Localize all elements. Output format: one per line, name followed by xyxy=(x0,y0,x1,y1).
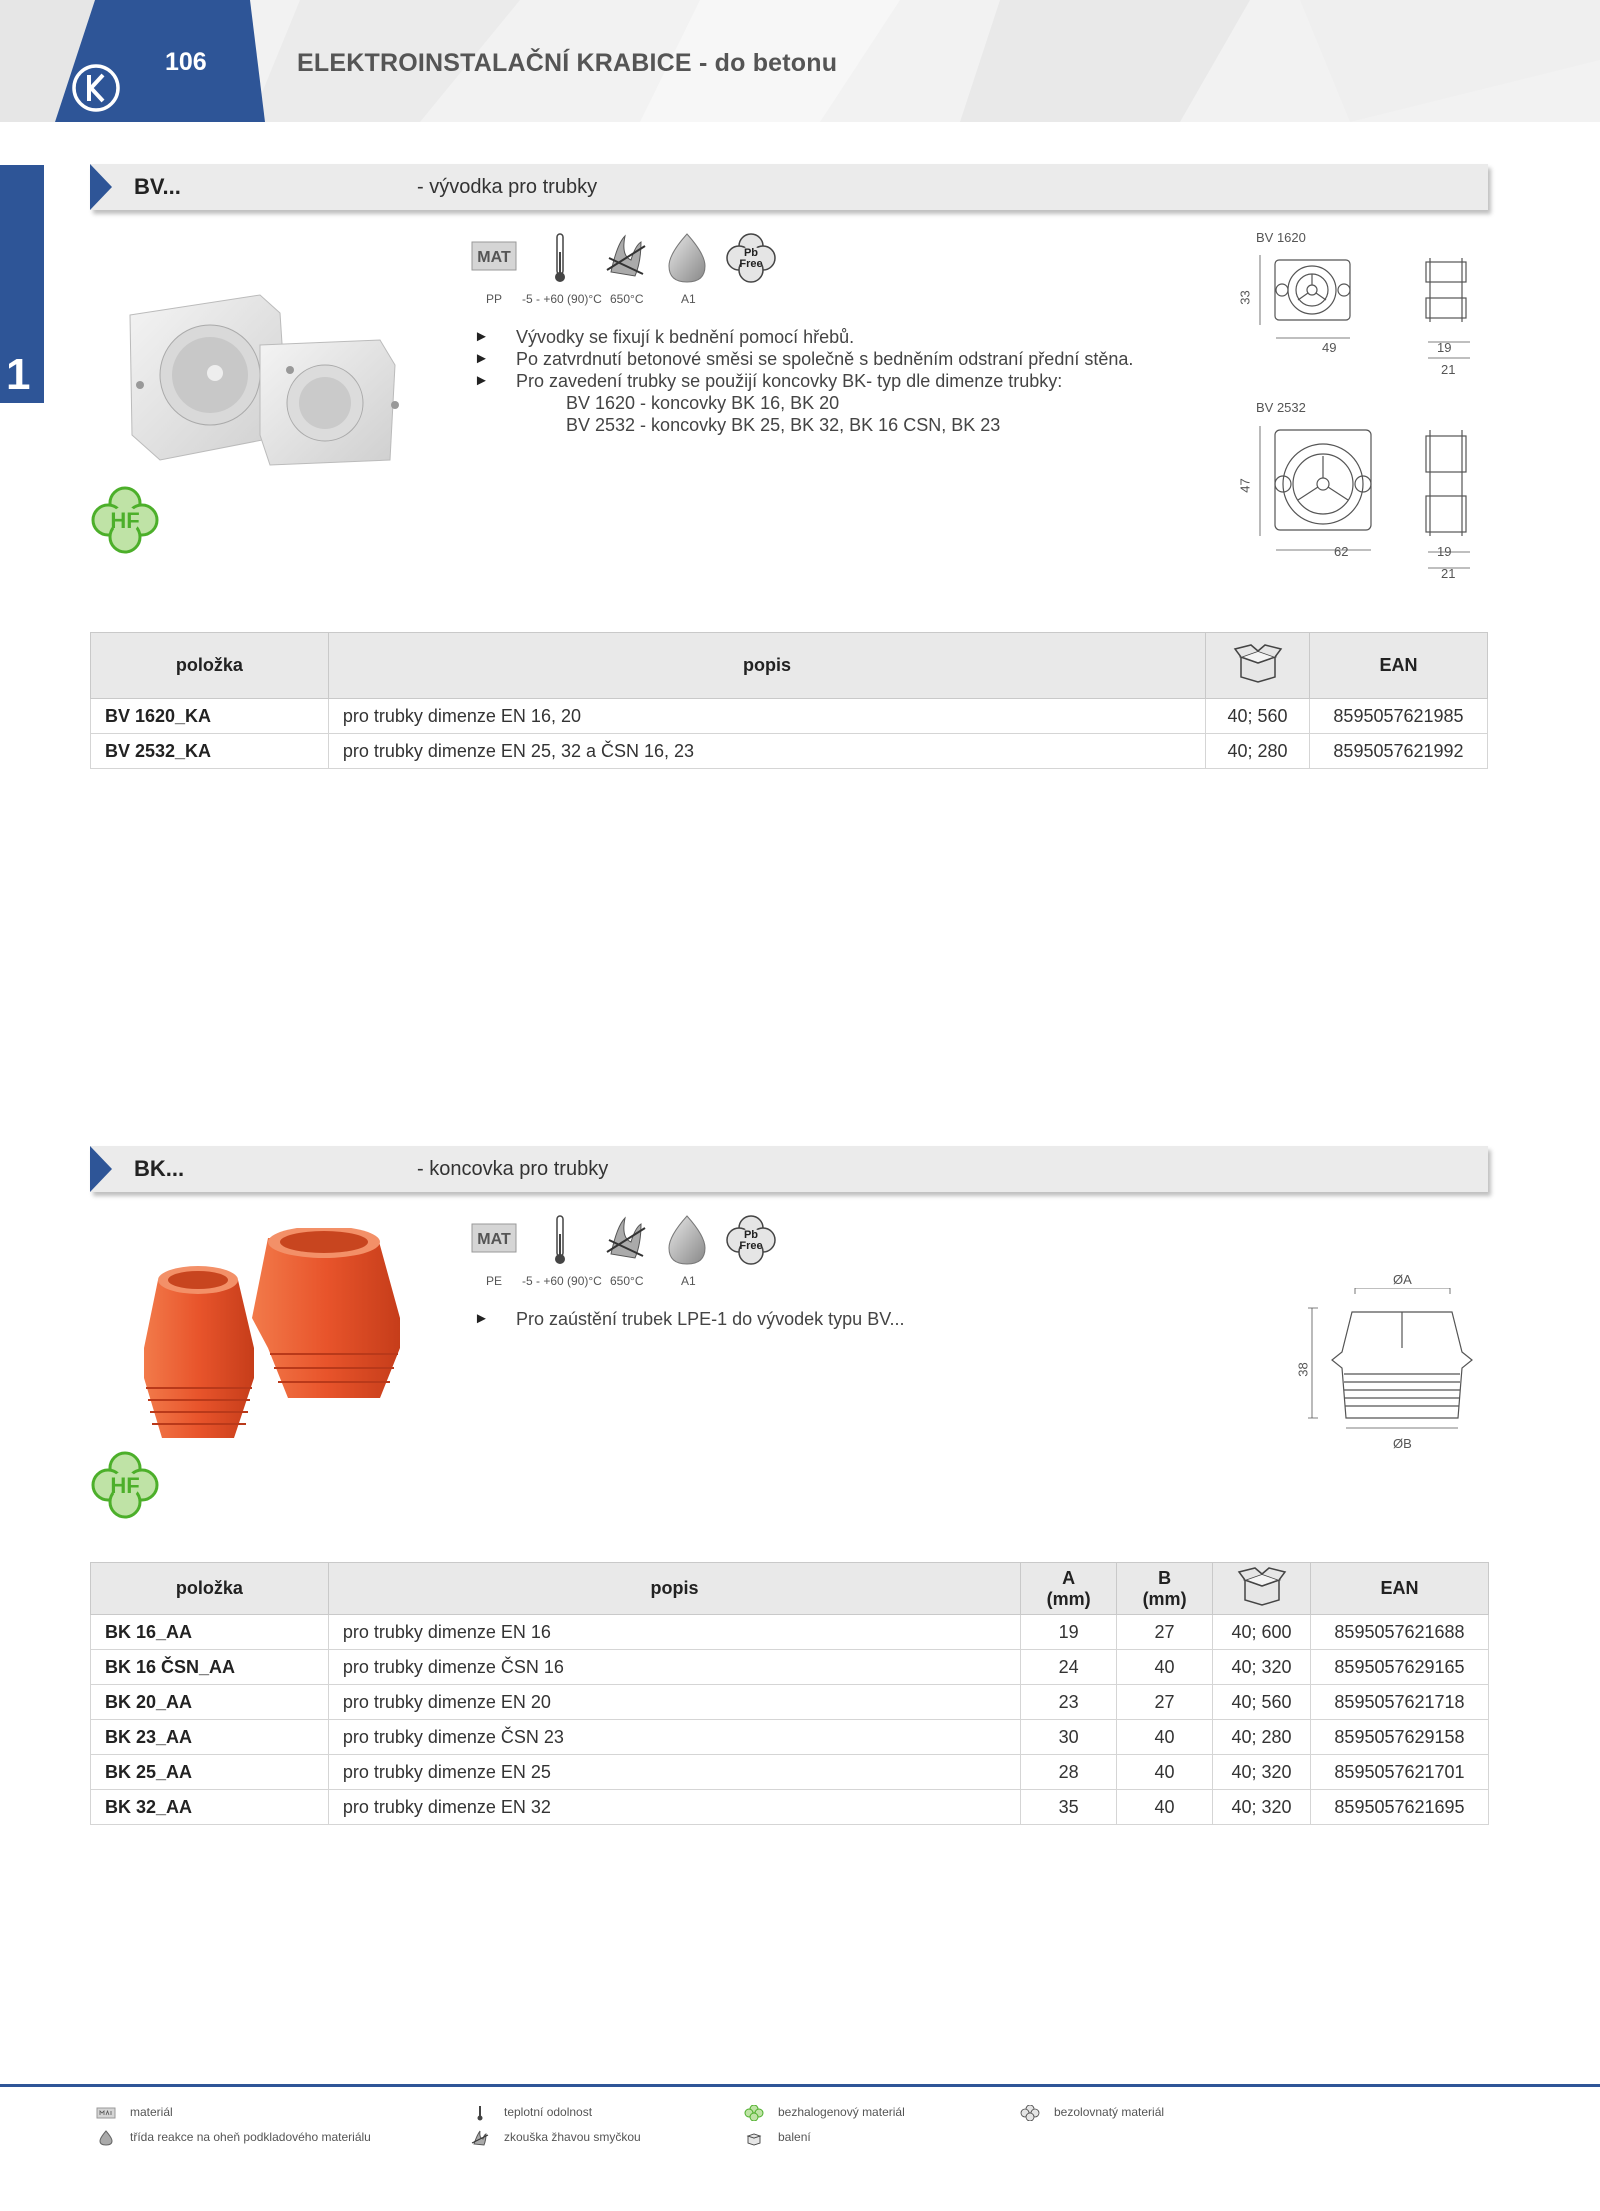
item-description: pro trubky dimenze EN 25, 32 a ČSN 16, 23 xyxy=(328,734,1205,769)
item-packaging: 40; 280 xyxy=(1206,734,1310,769)
column-header-item: položka xyxy=(91,1563,329,1615)
bv-bullets xyxy=(474,326,1133,436)
hf-icon xyxy=(744,2105,764,2121)
table-row xyxy=(91,1720,1489,1755)
legend-label: bezhalogenový materiál xyxy=(778,2105,905,2120)
pb-free-icon xyxy=(1020,2105,1040,2121)
flame-icon xyxy=(665,232,709,284)
column-header-description: popis xyxy=(328,1563,1020,1615)
table-row xyxy=(91,1790,1489,1825)
box-icon xyxy=(1237,1566,1287,1606)
item-description: pro trubky dimenze EN 20 xyxy=(328,1685,1020,1720)
property-icons-bk xyxy=(470,1214,780,1266)
section-code: BK... xyxy=(134,1156,185,1181)
section-description: - koncovka pro trubky xyxy=(417,1158,609,1180)
mat-icon xyxy=(470,1214,518,1266)
legend-item xyxy=(470,2105,592,2121)
property-icons-bv xyxy=(470,232,780,284)
bk-product-table xyxy=(90,1562,1489,1825)
item-packaging: 40; 600 xyxy=(1213,1615,1311,1650)
table-row xyxy=(91,1685,1489,1720)
legend-item xyxy=(96,2105,173,2121)
item-code: BK 16_AA xyxy=(91,1615,329,1650)
bullet-item: ► Pro zaústění trubek LPE-1 do vývodek typu BV... xyxy=(474,1308,905,1330)
fire-class-value: A1 xyxy=(681,292,696,306)
legend-label: bezolovnatý materiál xyxy=(1054,2105,1165,2120)
item-ean: 8595057621992 xyxy=(1310,734,1488,769)
section-header-bv xyxy=(90,164,1488,210)
bv-product-photo xyxy=(110,285,410,470)
pb-free-icon xyxy=(725,232,777,284)
item-description: pro trubky dimenze EN 32 xyxy=(328,1790,1020,1825)
header-b-label: B xyxy=(1158,1567,1172,1588)
item-dim-a: 28 xyxy=(1021,1755,1117,1790)
bullet-item: ► Vývodky se fixují k bednění pomocí hřebů. xyxy=(474,326,1133,348)
item-dim-b: 40 xyxy=(1117,1755,1213,1790)
flame-icon xyxy=(665,1214,709,1266)
item-description: pro trubky dimenze EN 25 xyxy=(328,1755,1020,1790)
item-code: BK 25_AA xyxy=(91,1755,329,1790)
hf-badge-icon xyxy=(90,485,160,555)
column-header-item: položka xyxy=(91,633,329,699)
section-code: BV... xyxy=(134,174,181,199)
item-dim-b: 40 xyxy=(1117,1650,1213,1685)
hf-label: HF xyxy=(110,1473,140,1498)
dimension-width: 62 xyxy=(1334,544,1349,559)
item-dim-a: 23 xyxy=(1021,1685,1117,1720)
header-a-label: A xyxy=(1062,1567,1076,1588)
svg-text:Pb: Pb xyxy=(743,1229,759,1241)
item-dim-b: 27 xyxy=(1117,1685,1213,1720)
glow-wire-icon xyxy=(470,2130,490,2146)
item-dim-a: 30 xyxy=(1021,1720,1117,1755)
table-row xyxy=(91,699,1488,734)
item-packaging: 40; 560 xyxy=(1206,699,1310,734)
glow-wire-icon xyxy=(605,232,647,284)
item-code: BK 32_AA xyxy=(91,1790,329,1825)
section-arrow-icon xyxy=(90,1146,112,1192)
dimension-top-diameter: ØA xyxy=(1393,1272,1412,1287)
company-logo-icon xyxy=(70,62,122,114)
dimension-depth-total: 21 xyxy=(1441,362,1456,377)
item-code: BK 20_AA xyxy=(91,1685,329,1720)
chapter-number: 1 xyxy=(6,350,31,399)
header-a-unit: (mm) xyxy=(1046,1588,1091,1609)
bv-product-table xyxy=(90,632,1488,769)
dimension-height: 33 xyxy=(1237,290,1253,305)
section-header-bk xyxy=(90,1146,1488,1192)
drawing-title: BV 1620 xyxy=(1256,230,1306,245)
bullet-item: ► Po zatvrdnutí betonové směsi se společně s bedněním odstraní přední stěna. xyxy=(474,348,1133,370)
fire-class-value: A1 xyxy=(681,1274,696,1288)
item-code: BK 16 ČSN_AA xyxy=(91,1650,329,1685)
dimension-depth: 19 xyxy=(1437,340,1452,355)
glow-wire-value: 650°C xyxy=(610,292,644,306)
item-packaging: 40; 320 xyxy=(1213,1790,1311,1825)
item-code: BV 2532_KA xyxy=(91,734,329,769)
mat-icon xyxy=(96,2105,116,2121)
item-dim-b: 27 xyxy=(1117,1615,1213,1650)
hf-label: HF xyxy=(110,508,140,533)
legend-item xyxy=(1020,2105,1164,2121)
box-icon xyxy=(744,2130,764,2146)
column-header-packaging xyxy=(1213,1563,1311,1615)
legend-item xyxy=(744,2105,905,2121)
item-dim-b: 40 xyxy=(1117,1720,1213,1755)
item-ean: 8595057621695 xyxy=(1310,1790,1488,1825)
item-ean: 8595057621985 xyxy=(1310,699,1488,734)
item-dim-b: 40 xyxy=(1117,1790,1213,1825)
mat-icon xyxy=(470,232,518,284)
item-ean: 8595057621701 xyxy=(1310,1755,1488,1790)
flame-icon xyxy=(96,2130,116,2146)
legend-item xyxy=(96,2130,371,2146)
column-header-b xyxy=(1117,1563,1213,1615)
box-icon xyxy=(1233,643,1283,683)
dimension-depth: 19 xyxy=(1437,544,1452,559)
page-number: 106 xyxy=(165,48,207,76)
item-description: pro trubky dimenze ČSN 23 xyxy=(328,1720,1020,1755)
dimension-height: 47 xyxy=(1237,478,1253,493)
table-row xyxy=(91,1755,1489,1790)
item-dim-a: 19 xyxy=(1021,1615,1117,1650)
item-ean: 8595057629158 xyxy=(1310,1720,1488,1755)
pb-free-icon xyxy=(725,1214,777,1266)
item-code: BK 23_AA xyxy=(91,1720,329,1755)
item-description: pro trubky dimenze EN 16 xyxy=(328,1615,1020,1650)
column-header-a xyxy=(1021,1563,1117,1615)
legend-label: zkouška žhavou smyčkou xyxy=(504,2130,641,2145)
svg-text:Pb: Pb xyxy=(743,247,759,259)
svg-text:Free: Free xyxy=(739,258,763,270)
item-code: BV 1620_KA xyxy=(91,699,329,734)
temperature-value: -5 - +60 (90)°C xyxy=(522,292,602,306)
item-ean: 8595057621688 xyxy=(1310,1615,1488,1650)
bk-product-photo xyxy=(128,1228,418,1443)
bk-bullets xyxy=(474,1308,905,1330)
column-header-ean: EAN xyxy=(1310,633,1488,699)
header-b-unit: (mm) xyxy=(1142,1588,1187,1609)
item-description: pro trubky dimenze ČSN 16 xyxy=(328,1650,1020,1685)
section-arrow-icon xyxy=(90,164,112,210)
sub-bullet-item: BV 1620 - koncovky BK 16, BK 20 xyxy=(566,393,840,413)
item-ean: 8595057629165 xyxy=(1310,1650,1488,1685)
item-ean: 8595057621718 xyxy=(1310,1685,1488,1720)
dimension-bottom-diameter: ØB xyxy=(1393,1436,1412,1451)
column-header-description: popis xyxy=(328,633,1205,699)
item-packaging: 40; 320 xyxy=(1213,1650,1311,1685)
table-row xyxy=(91,1615,1489,1650)
bk-technical-drawing xyxy=(1290,1288,1500,1440)
hf-badge-icon xyxy=(90,1450,160,1520)
temperature-value: -5 - +60 (90)°C xyxy=(522,1274,602,1288)
section-description: - vývodka pro trubky xyxy=(417,176,598,198)
thermometer-icon xyxy=(470,2105,490,2121)
item-packaging: 40; 320 xyxy=(1213,1755,1311,1790)
item-dim-a: 35 xyxy=(1021,1790,1117,1825)
thermometer-icon xyxy=(550,1214,570,1266)
legend-item xyxy=(744,2130,811,2146)
column-header-ean: EAN xyxy=(1310,1563,1488,1615)
thermometer-icon xyxy=(550,232,570,284)
svg-text:MAT: MAT xyxy=(477,1231,511,1248)
legend-label: teplotní odolnost xyxy=(504,2105,593,2120)
glow-wire-value: 650°C xyxy=(610,1274,644,1288)
item-description: pro trubky dimenze EN 16, 20 xyxy=(328,699,1205,734)
footer-divider xyxy=(0,2084,1600,2087)
legend-label: materiál xyxy=(130,2105,173,2120)
sub-bullet-item: BV 2532 - koncovky BK 25, BK 32, BK 16 CSN, BK 23 xyxy=(566,415,1001,435)
item-packaging: 40; 280 xyxy=(1213,1720,1311,1755)
svg-text:MAT: MAT xyxy=(477,249,511,266)
bv2532-technical-drawing xyxy=(1230,420,1480,585)
material-value: PP xyxy=(486,292,503,306)
column-header-packaging xyxy=(1206,633,1310,699)
table-row xyxy=(91,1650,1489,1685)
legend-label: balení xyxy=(778,2130,811,2145)
dimension-width: 49 xyxy=(1322,340,1337,355)
svg-text:Free: Free xyxy=(739,1240,763,1252)
table-row xyxy=(91,734,1488,769)
item-packaging: 40; 560 xyxy=(1213,1685,1311,1720)
legend-item xyxy=(470,2130,641,2146)
bullet-item: ► Pro zavedení trubky se použijí koncovky BK- typ dle dimenze trubky: xyxy=(474,370,1133,392)
glow-wire-icon xyxy=(605,1214,647,1266)
material-value: PE xyxy=(486,1274,503,1288)
dimension-height: 38 xyxy=(1295,1362,1311,1377)
drawing-title: BV 2532 xyxy=(1256,400,1306,415)
page-title: ELEKTROINSTALAČNÍ KRABICE - do betonu xyxy=(297,49,838,77)
item-dim-a: 24 xyxy=(1021,1650,1117,1685)
legend-label: třída reakce na oheň podkladového materiálu xyxy=(130,2130,371,2145)
dimension-depth-total: 21 xyxy=(1441,566,1456,581)
